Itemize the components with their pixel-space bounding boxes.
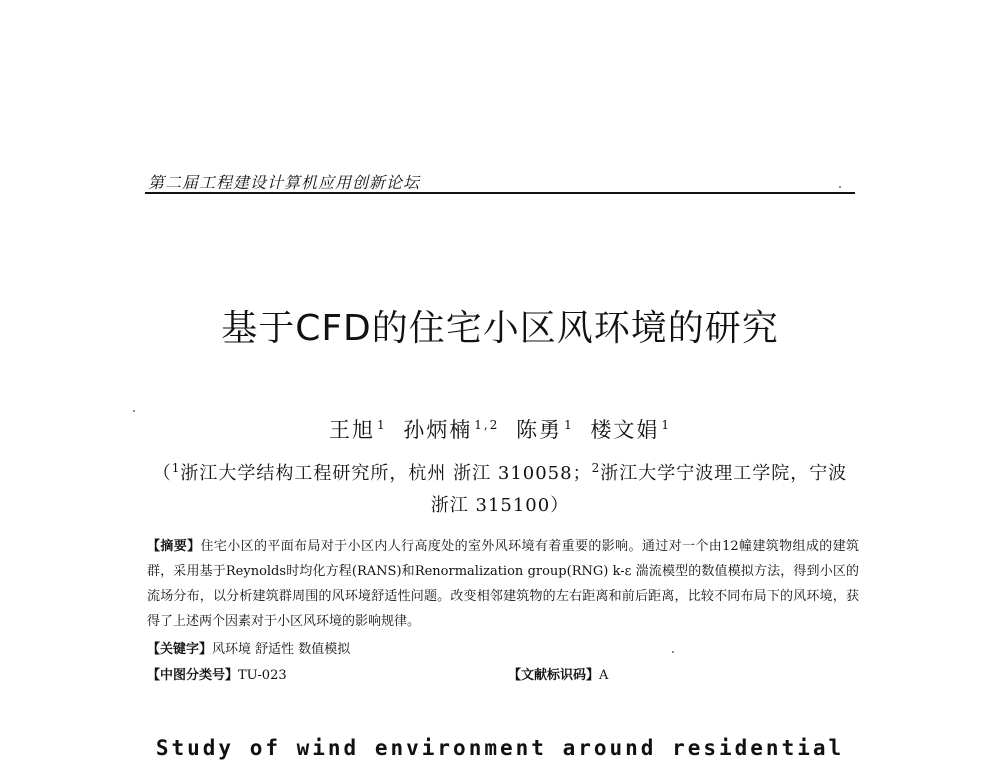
affiliations: [150, 452, 850, 522]
affil-mark-2: 2: [591, 461, 601, 475]
document-code-value: A: [599, 668, 609, 683]
author-4: [590, 418, 671, 442]
classification-number: [147, 664, 287, 683]
keywords: [147, 638, 350, 657]
conference-header: 第二届工程建设计算机应用创新论坛: [148, 173, 421, 192]
affil-1: 浙江大学结构工程研究所，杭州 浙江 310058；: [180, 463, 592, 484]
paper-title: 基于CFD的住宅小区风环境的研究: [221, 308, 779, 349]
header-rule: [145, 192, 855, 194]
affil-open-paren: （: [152, 463, 172, 484]
abstract: [147, 534, 859, 634]
affil-2: 浙江大学宁波理工学院，宁波 浙江 315100）: [430, 463, 848, 516]
classification-label: 【中图分类号】: [147, 668, 239, 683]
abstract-text: 住宅小区的平面布局对于小区内人行高度处的室外风环境有着重要的影响。通过对一个由12幢建筑物组成的建筑群，采用基于Reynolds时均化方程(RANS)和Renormalization group(RNG) k-ε 湍流模型的数值模拟方法，得到小区的流场分布，以分析建筑群周围的风环境舒适性问题。改变相邻建筑物的左右距离和前后距离，比较不同布局下的风环境，获得了上述两个因素对于小区风环境的影响规律。: [147, 539, 859, 629]
document-code-label: 【文献标识码】: [508, 668, 600, 683]
author-2: [403, 418, 499, 442]
author-1: [329, 418, 387, 442]
author-affil-mark: 1: [376, 418, 387, 432]
author-name: 陈勇: [516, 418, 563, 442]
author-3: [516, 418, 574, 442]
scan-speck: [839, 186, 841, 188]
author-affil-mark: 1,2: [474, 418, 500, 432]
document-code: [508, 664, 608, 683]
author-list: [0, 414, 1000, 444]
scan-speck: [672, 651, 674, 653]
author-name: 孙炳楠: [403, 418, 473, 442]
scan-speck: [133, 410, 135, 412]
keywords-text: 风环境 舒适性 数值模拟: [212, 642, 351, 657]
affil-mark-1: 1: [171, 461, 181, 475]
author-name: 王旭: [328, 418, 375, 442]
english-title: Study of wind environment around residential: [155, 736, 845, 760]
classification-value: TU-023: [238, 668, 287, 683]
author-affil-mark: 1: [564, 418, 574, 432]
abstract-label: 【摘要】: [147, 539, 201, 554]
author-name: 楼文娟: [590, 418, 660, 442]
author-affil-mark: 1: [661, 418, 672, 432]
keywords-label: 【关键字】: [147, 642, 213, 657]
